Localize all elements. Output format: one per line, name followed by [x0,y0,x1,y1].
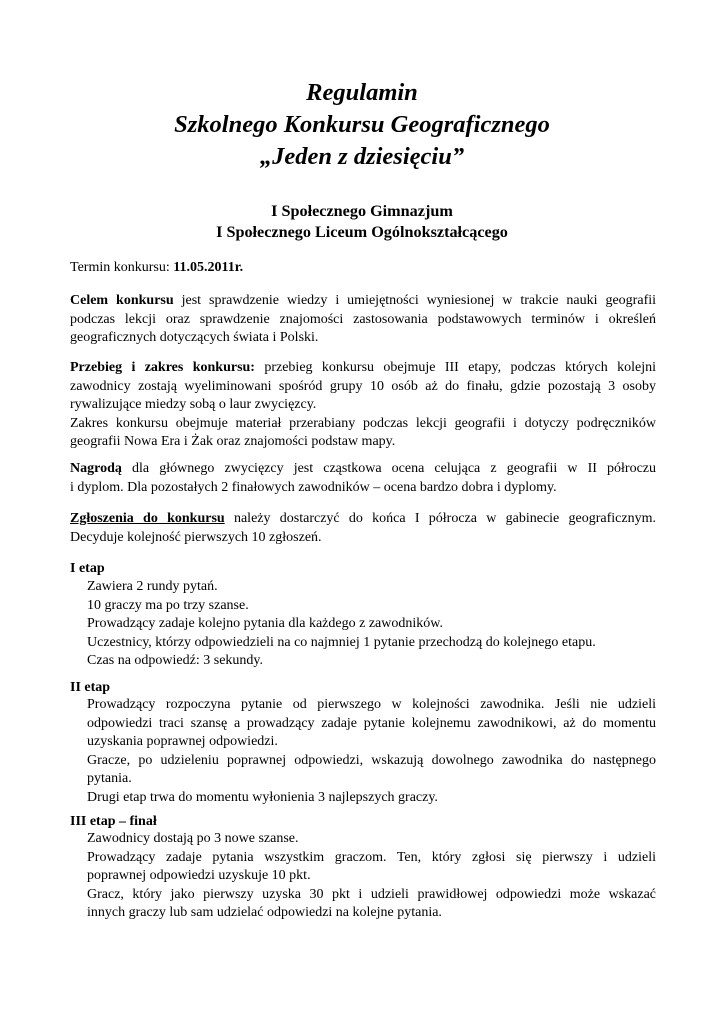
stage-3-line-4: Gracz, który jako pierwszy uzyska 30 pkt i udzieli prawidłowej odpowiedzi może wskazać [87,886,656,902]
stage-1-line-2: 10 graczy ma po trzy szanse. [87,597,249,613]
stage-1-line-5: Czas na odpowiedź: 3 sekundy. [87,653,263,669]
prize-line-2: i dyplom. Dla pozostałych 2 finałowych zawodników – ocena bardzo dobra i dyplomy. [70,479,557,495]
entries-paragraph [70,510,656,547]
course-paragraph [70,359,656,452]
stage-2-heading: II etap [70,680,111,695]
stage-3-list [87,830,656,923]
goal-label: Celem konkursu [70,293,174,308]
stage-1-line-3: Prowadzący zadaje kolejno pytania dla każdego z zawodników. [87,616,443,632]
goal-line-3: geograficznych dotyczących świata i Polski. [70,330,319,346]
stage-1-line-4: Uczestnicy, którzy odpowiedzieli na co najmniej 1 pytanie przechodzą do kolejnego etapu. [87,634,596,650]
stage-1-line-1: Zawiera 2 rundy pytań. [87,579,218,594]
school-name-2: I Społecznego Liceum Ogólnokształcącego [216,223,508,241]
entries-line-2: Decyduje kolejność pierwszych 10 zgłoszeń. [70,529,322,545]
stage-1-heading: I etap [70,561,105,576]
stage-2-line-1: Prowadzący rozpoczyna pytanie od pierwszego w kolejności zawodnika. Jeśli nie udzieli [87,697,656,712]
goal-line-2: podczas lekcji oraz sprawdzenie znajomości zastosowania podstawowych terminów i określeń [70,311,656,327]
stage-2-line-5: pytania. [87,771,132,787]
course-line-3: rywalizujące miedzy sobą o laur zwycięzcy. [70,397,317,413]
course-line-1: Przebieg i zakres konkursu: przebieg konkursu obejmuje III etapy, podczas których kolejni [70,360,656,375]
course-label: Przebieg i zakres konkursu: [70,360,255,375]
entries-line-1: Zgłoszenia do konkursu należy dostarczyć do końca I półrocza w gabinecie geograficznym. [70,511,656,526]
stage-3-line-1: Zawodnicy dostają po 3 nowe szanse. [87,831,299,846]
course-line-5: geografii Nowa Era i Żak oraz znajomości podstaw mapy. [70,434,396,450]
stage-2-list [87,696,656,808]
prize-label: Nagrodą [70,461,122,476]
prize-paragraph [70,460,656,497]
goal-line-1: Celem konkursu jest sprawdzenie wiedzy i umiejętności wyniesionej w trakcie nauki geografii [70,293,657,308]
stage-3-line-2: Prowadzący zadaje pytania wszystkim graczom. Ten, który zgłosi się pierwszy i udzieli [87,849,656,865]
entries-label: Zgłoszenia do konkursu [70,511,225,526]
prize-line-1: Nagrodą dla głównego zwycięzcy jest cząstkowa ocena celująca z geografii w II półroczu [70,461,656,476]
stage-2-line-6: Drugi etap trwa do momentu wyłonienia 3 najlepszych graczy. [87,789,438,805]
stage-3-line-5: innych graczy lub sam udzielać odpowiedzi na kolejne pytania. [87,905,442,921]
title-line-2: Szkolnego Konkursu Geograficznego [174,111,550,138]
course-line-2: zawodnicy zostają wyeliminowani spośród grupy 10 osób aż do finału, gdzie pozostają 3 osoby [70,378,656,394]
date-value: 11.05.2011r. [173,260,244,275]
stage-2-line-4: Gracze, po udzieleniu poprawnej odpowiedzi, wskazują dowolnego zawodnika do następnego [87,752,656,768]
school-name-1: I Społecznego Gimnazjum [271,202,453,220]
title-line-1: Regulamin [306,79,418,106]
goal-paragraph [70,292,656,348]
stage-3-heading: III etap – finał [70,814,157,829]
stage-2-line-3: uzyskania poprawnej odpowiedzi. [87,734,278,750]
date-label: Termin konkursu: [70,260,174,275]
course-line-4: Zakres konkursu obejmuje materiał przerabiany podczas lekcji geografii i dotyczy podręczników [70,415,656,431]
title-line-3: „Jeden z dziesięciu” [259,143,465,170]
stage-3-line-3: poprawnej odpowiedzi uzyskuje 10 pkt. [87,868,311,884]
stage-1-list [87,578,656,671]
stage-2-line-2: odpowiedzi traci szansę a prowadzący zadaje pytanie kolejnemu zawodnikowi, aż do momentu [87,715,656,731]
contest-date [70,259,656,278]
